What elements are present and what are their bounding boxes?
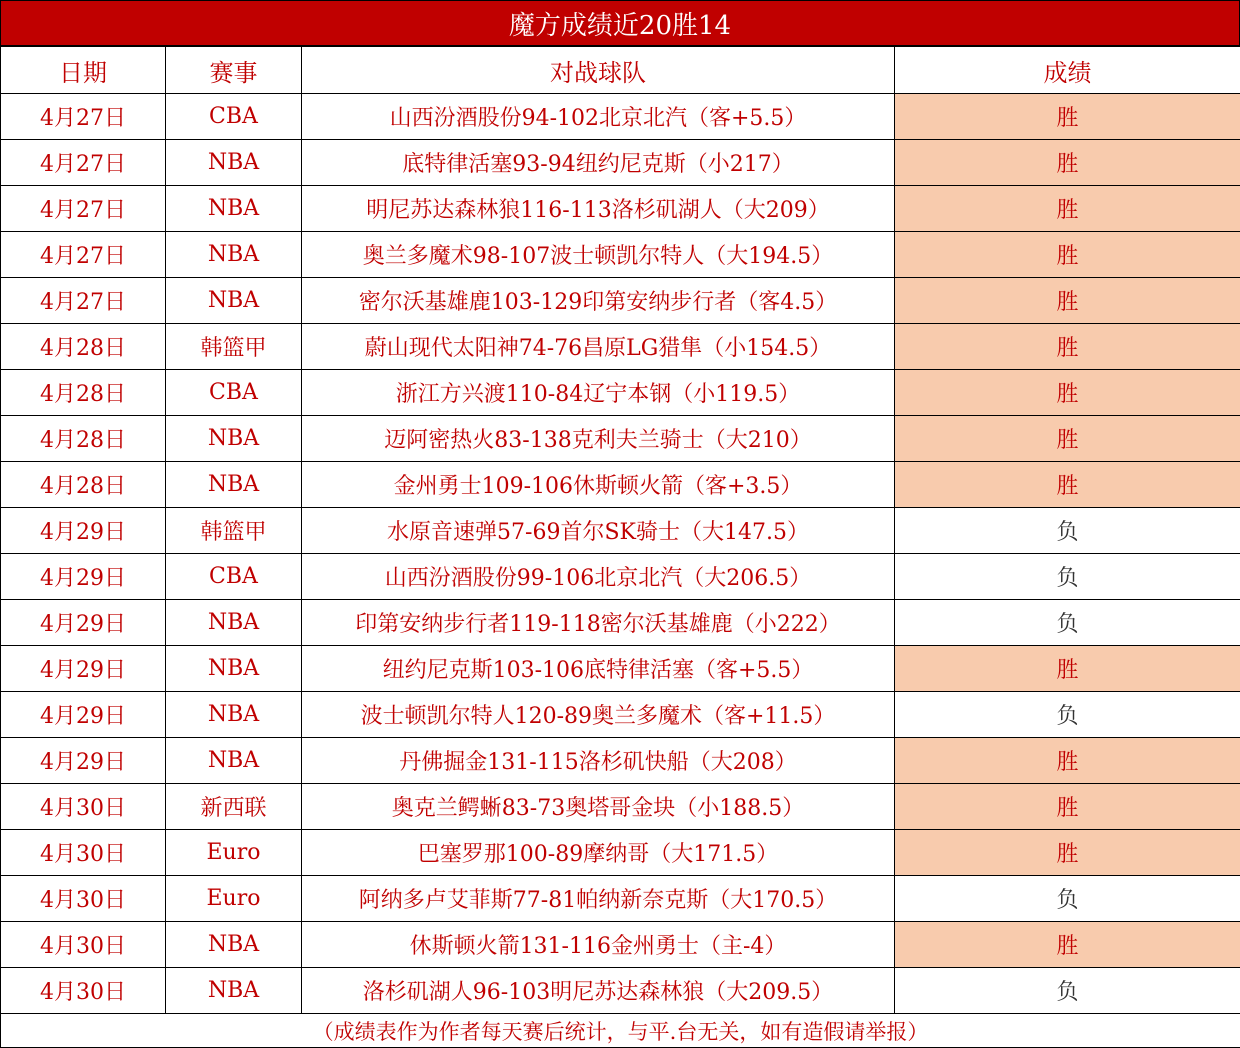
event-cell: 韩篮甲 [166, 324, 302, 370]
match-cell: 密尔沃基雄鹿103-129印第安纳步行者（客4.5） [302, 278, 895, 324]
result-cell: 负 [895, 968, 1240, 1014]
event-cell: NBA [166, 738, 302, 784]
event-cell: NBA [166, 968, 302, 1014]
result-cell: 胜 [895, 370, 1240, 416]
match-cell: 蔚山现代太阳神74-76昌原LG猎隼（小154.5） [302, 324, 895, 370]
date-cell: 4月30日 [1, 968, 166, 1014]
event-cell: CBA [166, 370, 302, 416]
table-row [1, 692, 1240, 738]
result-cell: 胜 [895, 232, 1240, 278]
result-cell: 负 [895, 692, 1240, 738]
event-cell: NBA [166, 462, 302, 508]
date-cell: 4月29日 [1, 738, 166, 784]
result-cell: 负 [895, 508, 1240, 554]
results-table [0, 46, 1240, 1048]
result-cell: 胜 [895, 922, 1240, 968]
table-row [1, 94, 1240, 140]
event-cell: 新西联 [166, 784, 302, 830]
header-result: 成绩 [895, 47, 1240, 94]
event-cell: NBA [166, 922, 302, 968]
result-cell: 负 [895, 600, 1240, 646]
event-cell: NBA [166, 186, 302, 232]
result-cell: 负 [895, 554, 1240, 600]
event-cell: CBA [166, 554, 302, 600]
table-row [1, 462, 1240, 508]
table-row [1, 140, 1240, 186]
date-cell: 4月28日 [1, 416, 166, 462]
result-cell: 胜 [895, 738, 1240, 784]
event-cell: NBA [166, 646, 302, 692]
event-cell: 韩篮甲 [166, 508, 302, 554]
result-cell: 负 [895, 876, 1240, 922]
table-row [1, 646, 1240, 692]
date-cell: 4月27日 [1, 232, 166, 278]
date-cell: 4月27日 [1, 278, 166, 324]
match-cell: 阿纳多卢艾菲斯77-81帕纳新奈克斯（大170.5） [302, 876, 895, 922]
result-cell: 胜 [895, 830, 1240, 876]
footer-row [1, 1014, 1240, 1048]
table-row [1, 370, 1240, 416]
event-cell: NBA [166, 278, 302, 324]
match-cell: 休斯顿火箭131-116金州勇士（主-4） [302, 922, 895, 968]
event-cell: NBA [166, 232, 302, 278]
date-cell: 4月29日 [1, 554, 166, 600]
sheet-title: 魔方成绩近20胜14 [0, 0, 1240, 46]
match-cell: 波士顿凯尔特人120-89奥兰多魔术（客+11.5） [302, 692, 895, 738]
table-row [1, 830, 1240, 876]
table-row [1, 784, 1240, 830]
result-cell: 胜 [895, 646, 1240, 692]
table-row [1, 922, 1240, 968]
date-cell: 4月27日 [1, 140, 166, 186]
event-cell: NBA [166, 416, 302, 462]
match-cell: 底特律活塞93-94纽约尼克斯（小217） [302, 140, 895, 186]
date-cell: 4月30日 [1, 784, 166, 830]
table-row [1, 416, 1240, 462]
table-row [1, 278, 1240, 324]
results-body [1, 94, 1240, 1014]
event-cell: Euro [166, 876, 302, 922]
date-cell: 4月27日 [1, 186, 166, 232]
result-cell: 胜 [895, 324, 1240, 370]
match-cell: 浙江方兴渡110-84辽宁本钢（小119.5） [302, 370, 895, 416]
date-cell: 4月28日 [1, 324, 166, 370]
table-row [1, 738, 1240, 784]
event-cell: NBA [166, 692, 302, 738]
result-cell: 胜 [895, 94, 1240, 140]
table-row [1, 600, 1240, 646]
event-cell: Euro [166, 830, 302, 876]
result-cell: 胜 [895, 462, 1240, 508]
date-cell: 4月27日 [1, 94, 166, 140]
date-cell: 4月29日 [1, 600, 166, 646]
date-cell: 4月29日 [1, 646, 166, 692]
footer-note: （成绩表作为作者每天赛后统计，与平.台无关，如有造假请举报） [1, 1014, 1240, 1048]
header-event: 赛事 [166, 47, 302, 94]
match-cell: 金州勇士109-106休斯顿火箭（客+3.5） [302, 462, 895, 508]
event-cell: NBA [166, 600, 302, 646]
match-cell: 丹佛掘金131-115洛杉矶快船（大208） [302, 738, 895, 784]
result-cell: 胜 [895, 278, 1240, 324]
header-match: 对战球队 [302, 47, 895, 94]
date-cell: 4月30日 [1, 876, 166, 922]
result-cell: 胜 [895, 784, 1240, 830]
table-row [1, 968, 1240, 1014]
match-cell: 巴塞罗那100-89摩纳哥（大171.5） [302, 830, 895, 876]
match-cell: 印第安纳步行者119-118密尔沃基雄鹿（小222） [302, 600, 895, 646]
date-cell: 4月28日 [1, 462, 166, 508]
event-cell: NBA [166, 140, 302, 186]
match-cell: 山西汾酒股份99-106北京北汽（大206.5） [302, 554, 895, 600]
match-cell: 明尼苏达森林狼116-113洛杉矶湖人（大209） [302, 186, 895, 232]
date-cell: 4月30日 [1, 922, 166, 968]
date-cell: 4月29日 [1, 508, 166, 554]
header-row [1, 47, 1240, 94]
table-row [1, 324, 1240, 370]
match-cell: 水原音速弹57-69首尔SK骑士（大147.5） [302, 508, 895, 554]
match-cell: 迈阿密热火83-138克利夫兰骑士（大210） [302, 416, 895, 462]
result-cell: 胜 [895, 140, 1240, 186]
match-cell: 纽约尼克斯103-106底特律活塞（客+5.5） [302, 646, 895, 692]
match-cell: 奥克兰鳄蜥83-73奥塔哥金块（小188.5） [302, 784, 895, 830]
event-cell: CBA [166, 94, 302, 140]
header-date: 日期 [1, 47, 166, 94]
table-row [1, 876, 1240, 922]
match-cell: 奥兰多魔术98-107波士顿凯尔特人（大194.5） [302, 232, 895, 278]
table-row [1, 232, 1240, 278]
table-row [1, 554, 1240, 600]
match-cell: 洛杉矶湖人96-103明尼苏达森林狼（大209.5） [302, 968, 895, 1014]
result-cell: 胜 [895, 186, 1240, 232]
table-row [1, 186, 1240, 232]
result-cell: 胜 [895, 416, 1240, 462]
date-cell: 4月30日 [1, 830, 166, 876]
match-cell: 山西汾酒股份94-102北京北汽（客+5.5） [302, 94, 895, 140]
table-row [1, 508, 1240, 554]
date-cell: 4月28日 [1, 370, 166, 416]
date-cell: 4月29日 [1, 692, 166, 738]
